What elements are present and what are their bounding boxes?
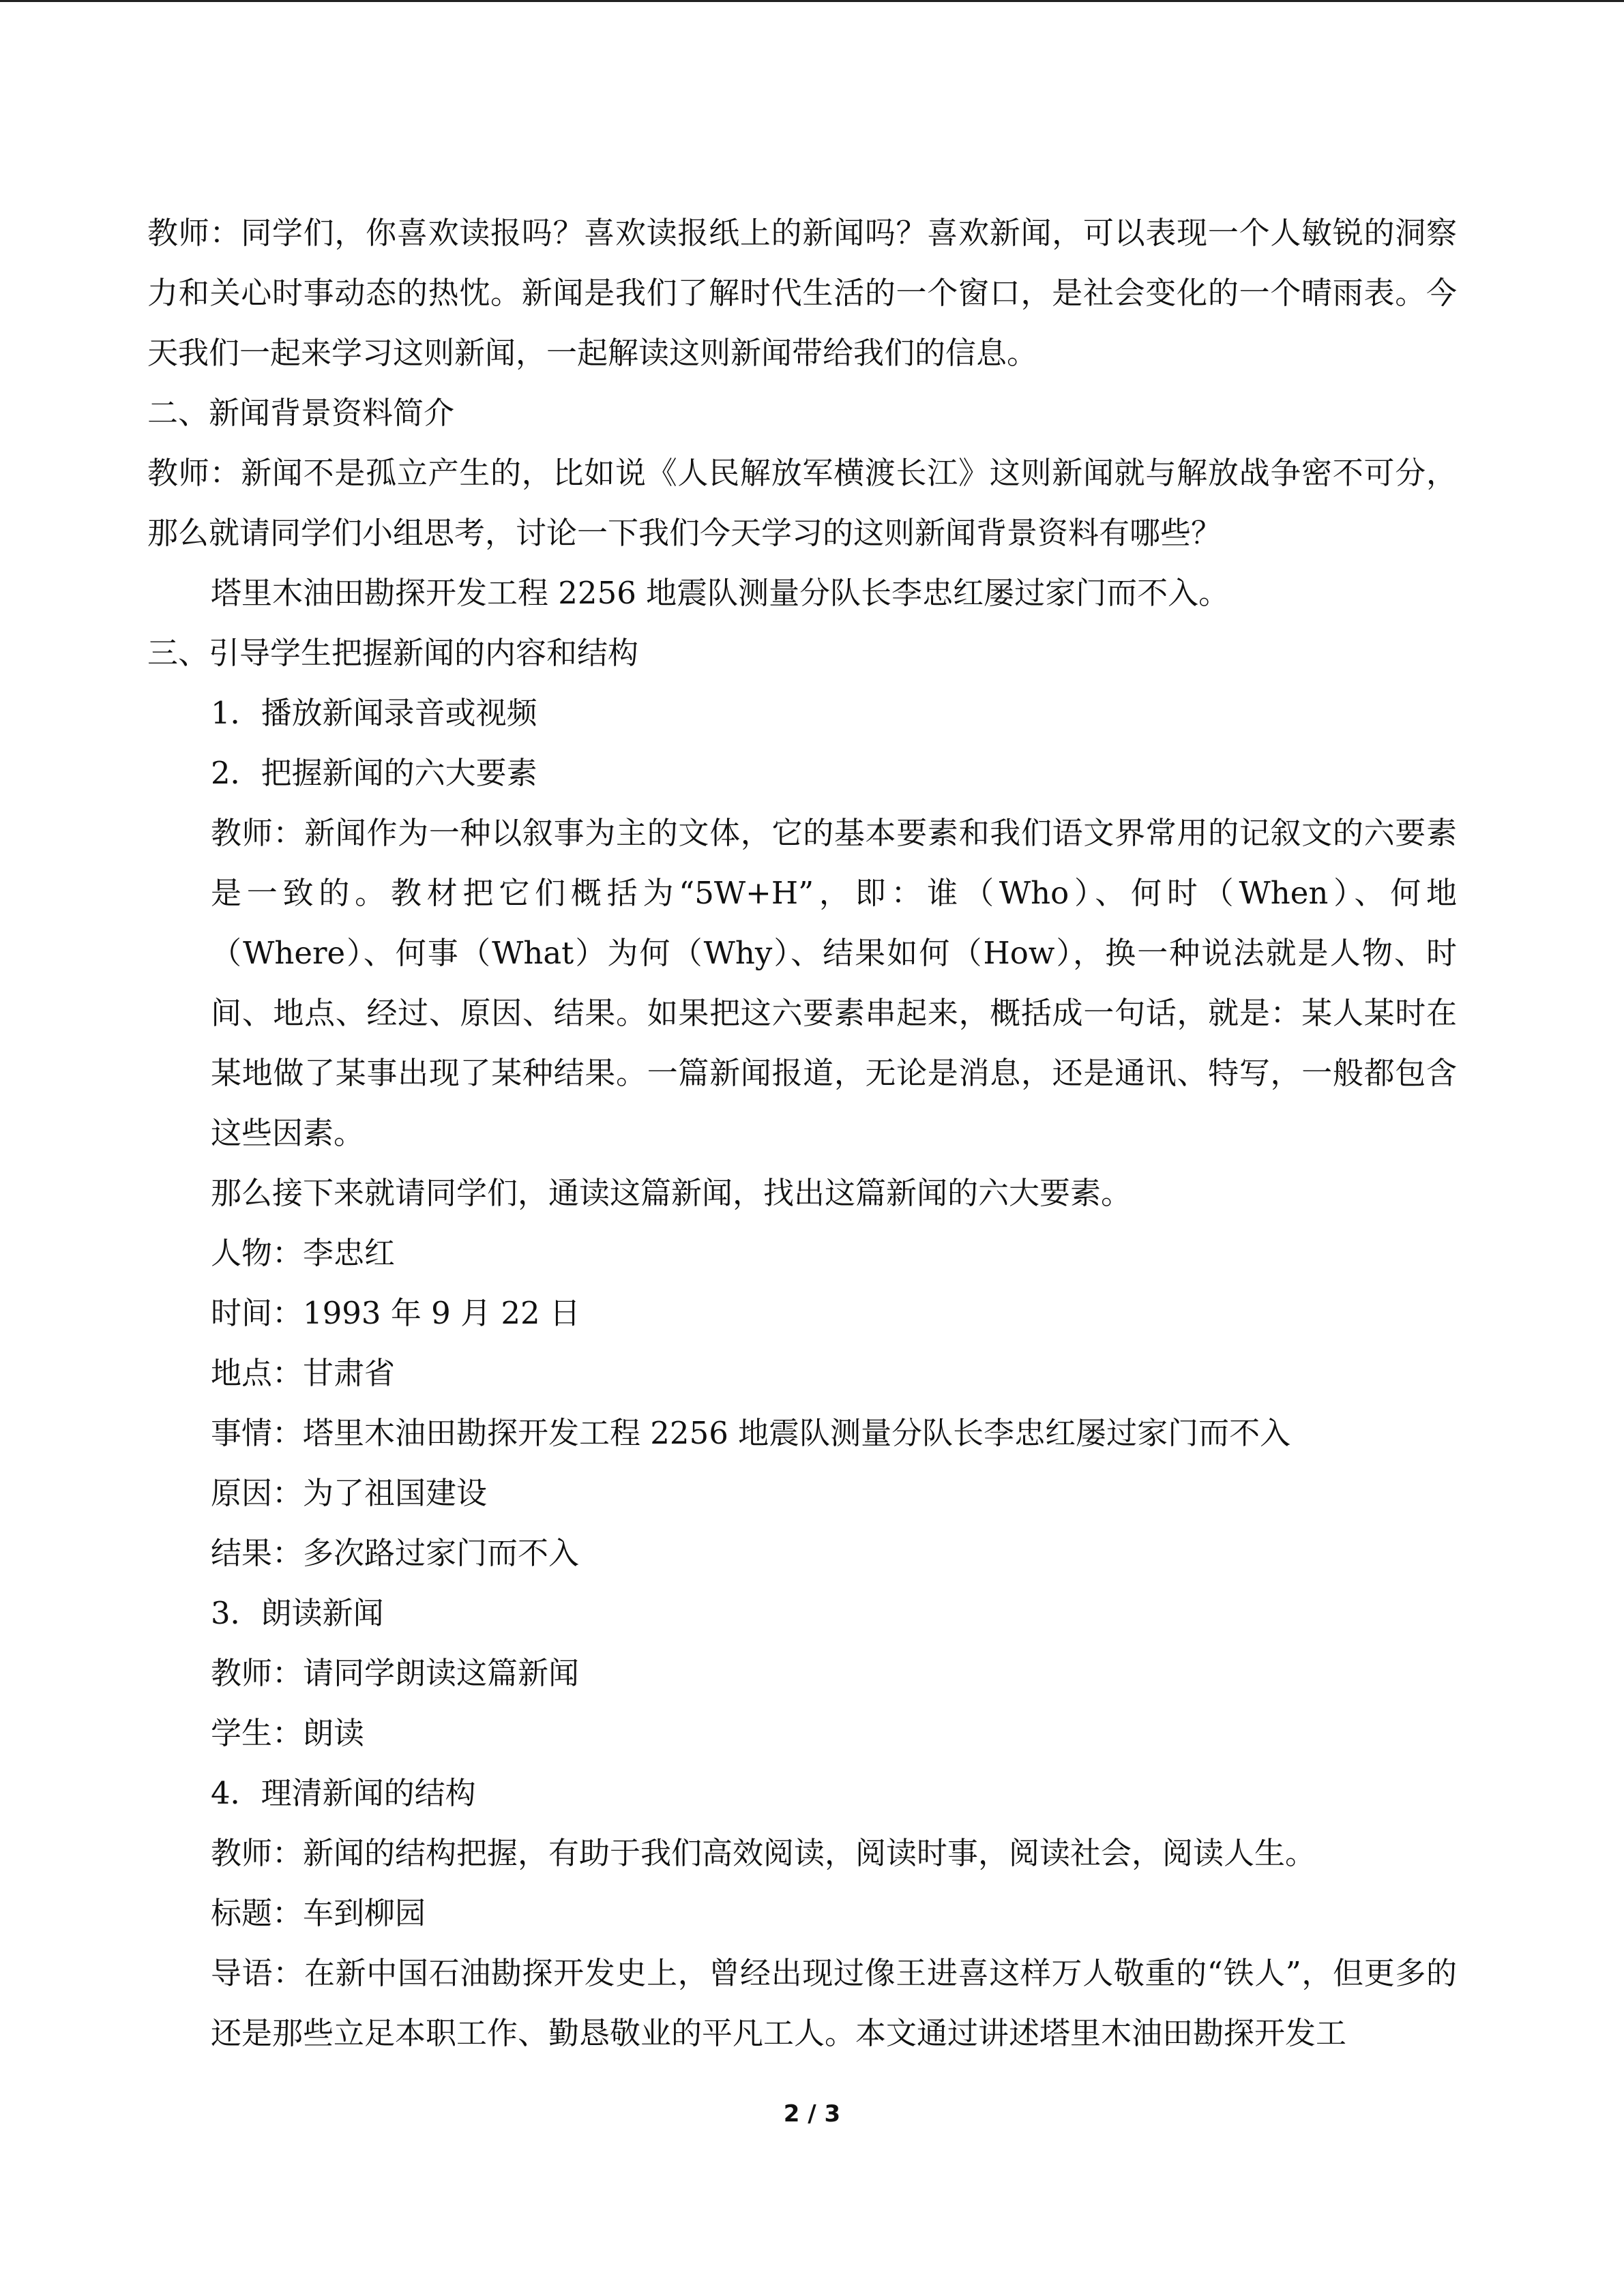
section-heading-content-structure: 三、引导学生把握新闻的内容和结构: [147, 635, 639, 671]
element-person: 人物：李忠红: [211, 1235, 396, 1271]
page-number: 2 / 3: [783, 2100, 841, 2128]
element-cause: 原因：为了祖国建设: [211, 1475, 488, 1511]
paragraph-teacher-intro: 教师：同学们，你喜欢读报吗？喜欢读报纸上的新闻吗？喜欢新闻，可以表现一个人敏锐的洞察力和关心时事动态的热忱。新闻是我们了解时代生活的一个窗口，是社会变化的一个晴雨表。今天我们一起来学习这则新闻，一起解读这则新闻带给我们的信息。: [147, 215, 1457, 371]
top-border-line: [0, 0, 1624, 2]
paragraph-background-summary: 塔里木油田勘探开发工程 2256 地震队测量分队长李忠红屡过家门而不入。: [211, 575, 1230, 611]
element-event: 事情：塔里木油田勘探开发工程 2256 地震队测量分队长李忠红屡过家门而不入: [211, 1415, 1291, 1451]
document-body: [147, 203, 1457, 2063]
element-result: 结果：多次路过家门而不入: [211, 1535, 580, 1571]
step-play-news: 1．播放新闻录音或视频: [211, 695, 537, 731]
line-student-read: 学生：朗读: [211, 1715, 365, 1751]
step-six-elements: 2．把握新闻的六大要素: [211, 755, 537, 791]
section-heading-background: 二、新闻背景资料简介: [147, 395, 455, 431]
element-place: 地点：甘肃省: [211, 1355, 396, 1391]
paragraph-read-through: 那么接下来就请同学们，通读这篇新闻，找出这篇新闻的六大要素。: [211, 1175, 1132, 1211]
line-teacher-structure: 教师：新闻的结构把握，有助于我们高效阅读，阅读时事，阅读社会，阅读人生。: [211, 1835, 1316, 1871]
step-structure: 4．理清新闻的结构: [211, 1775, 476, 1811]
line-headline: 标题：车到柳园: [211, 1895, 426, 1931]
paragraph-teacher-elements: 教师：新闻作为一种以叙事为主的文体，它的基本要素和我们语文界常用的记叙文的六要素是一致的。教材把它们概括为“5W+H”，即：谁（Who）、何时（When）、何地（Where）、何事（What）为何（Why）、结果如何（How），换一种说法就是人物、时间、地点、经过、原因、结果。如果把这六要素串起来，概括成一句话，就是：某人某时在某地做了某事出现了某种结果。一篇新闻报道，无论是消息，还是通讯、特写，一般都包含这些因素。: [211, 815, 1457, 1151]
line-teacher-read: 教师：请同学朗读这篇新闻: [211, 1655, 580, 1691]
step-read-aloud: 3．朗读新闻: [211, 1595, 384, 1631]
element-time: 时间：1993 年 9 月 22 日: [211, 1295, 580, 1331]
paragraph-teacher-background: 教师：新闻不是孤立产生的，比如说《人民解放军横渡长江》这则新闻就与解放战争密不可分，那么就请同学们小组思考，讨论一下我们今天学习的这则新闻背景资料有哪些？: [147, 455, 1457, 551]
paragraph-lead: 导语：在新中国石油勘探开发史上，曾经出现过像王进喜这样万人敬重的“铁人”，但更多的还是那些立足本职工作、勤恳敬业的平凡工人。本文通过讲述塔里木油田勘探开发工: [211, 1955, 1457, 2051]
